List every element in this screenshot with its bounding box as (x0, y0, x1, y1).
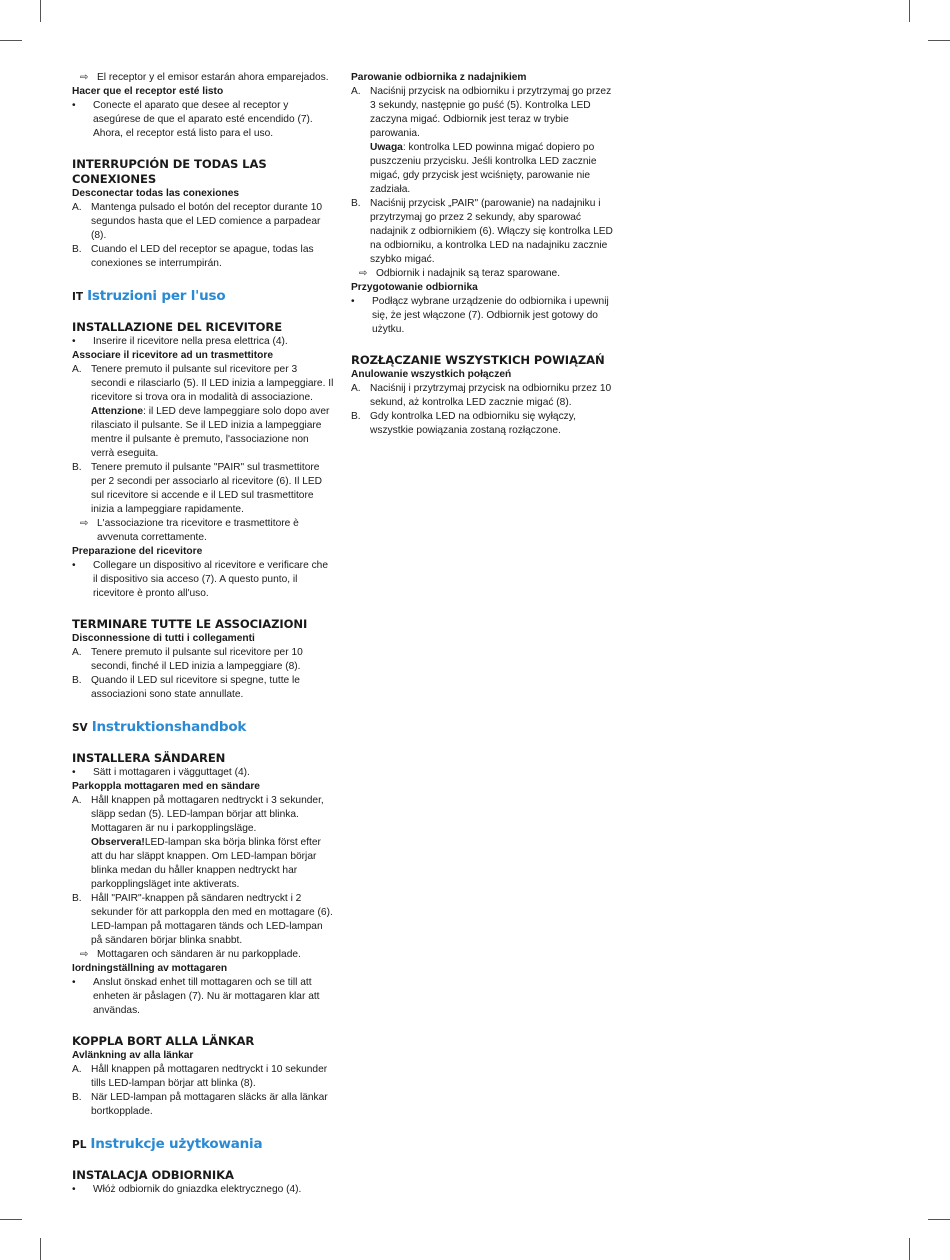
bullet-text: Sätt i mottagaren i vägguttaget (4). (93, 767, 250, 778)
crop-mark (0, 40, 22, 41)
note-paragraph (72, 836, 334, 892)
section-heading: TERMINARE TUTTE LE ASSOCIAZIONI (72, 617, 308, 631)
sub-heading: Hacer que el receptor esté listo (72, 86, 224, 97)
section-heading: INTERRUPCIÓN DE TODAS LAS CONEXIONES (72, 157, 267, 186)
step-marker: A. (72, 202, 82, 213)
note-paragraph (72, 405, 334, 461)
bullet-text: Conecte el aparato que desee al receptor y asegúrese de que el aparato esté encendido (7). Ahora, el receptor está listo para el uso. (93, 100, 313, 139)
step-marker: B. (72, 244, 82, 255)
note-paragraph (351, 141, 613, 197)
result-text: L'associazione tra ricevitore e trasmettitore è avvenuta correttamente. (97, 518, 299, 543)
step-marker: A. (72, 647, 82, 658)
step-item (72, 201, 334, 243)
bullet-item (72, 99, 334, 141)
step-item (351, 85, 613, 141)
step-text: Tenere premuto il pulsante "PAIR" sul trasmettitore per 2 secondi per associarlo al ricevitore (6). Il LED sul ricevitore si accende e il LED sul trasmettitore inizia a lampeggiare rapidamente. (91, 462, 323, 515)
step-text: Tenere premuto il pulsante sul ricevitore per 3 secondi e rilasciarlo (5). Il LED inizia a lampeggiare. Il ricevitore si trova ora in modalità di associazione. (91, 364, 334, 403)
step-item (72, 363, 334, 405)
sub-heading: Iordningställning av mottagaren (72, 963, 228, 974)
language-title: Instrukcje użytkowania (90, 1136, 263, 1152)
step-item (72, 243, 334, 271)
sub-heading: Avlänkning av alla länkar (72, 1050, 194, 1061)
bullet-icon: • (72, 336, 76, 347)
step-text: Håll knappen på mottagaren nedtryckt i 3 sekunder, släpp sedan (5). LED-lampan börjar att blinka. Mottagaren är nu i parkopplingsläge. (91, 795, 324, 834)
step-marker: B. (72, 675, 82, 686)
note-label: Observera! (91, 837, 145, 848)
bullet-icon: • (72, 1184, 76, 1195)
arrow-right-icon: ⇨ (359, 268, 368, 279)
note-label: Attenzione (91, 406, 144, 417)
sub-heading: Parowanie odbiornika z nadajnikiem (351, 72, 527, 83)
result-text: Odbiornik i nadajnik są teraz sparowane. (376, 268, 561, 279)
step-text: Håll "PAIR"-knappen på sändaren nedtryckt i 2 sekunder för att parkoppla den med en mottagare (6). LED-lampan på mottagaren tänds och LED-lampan på sändaren börjar blinka snabbt. (91, 893, 333, 946)
sub-heading: Preparazione del ricevitore (72, 546, 203, 557)
step-item (351, 382, 613, 410)
bullet-item (72, 766, 334, 780)
language-title: Istruzioni per l'uso (87, 288, 226, 304)
language-header (72, 1137, 334, 1152)
step-marker: A. (72, 1064, 82, 1075)
section-heading: INSTALLERA SÄNDAREN (72, 751, 226, 765)
bullet-icon: • (72, 977, 76, 988)
language-code: SV (72, 722, 88, 734)
result-text: El receptor y el emisor estarán ahora emparejados. (97, 72, 329, 83)
step-marker: A. (72, 795, 82, 806)
sub-heading: Disconnessione di tutti i collegamenti (72, 633, 255, 644)
step-item (72, 461, 334, 517)
step-text: Mantenga pulsado el botón del receptor durante 10 segundos hasta que el LED comience a parpadear (8). (91, 202, 323, 241)
sub-heading: Desconectar todas las conexiones (72, 188, 240, 199)
step-item (351, 410, 613, 438)
arrow-right-icon: ⇨ (80, 518, 89, 529)
arrow-right-icon: ⇨ (80, 949, 89, 960)
language-code: IT (72, 291, 84, 303)
step-text: Naciśnij przycisk „PAIR" (parowanie) na nadajniku i przytrzymaj go przez 2 sekundy, aby sparować nadajnik z odbiornikiem (6). Włączy się kontrolka LED na odbiorniku, a kontrolka LED na nadajniku zacznie szybko migać. (370, 198, 613, 265)
step-text: Håll knappen på mottagaren nedtryckt i 10 sekunder tills LED-lampan börjar att blinka (8). (91, 1064, 328, 1089)
bullet-icon: • (72, 767, 76, 778)
step-marker: A. (351, 383, 361, 394)
bullet-item (351, 295, 613, 337)
sub-heading: Przygotowanie odbiornika (351, 282, 478, 293)
section-heading: KOPPLA BORT ALLA LÄNKAR (72, 1034, 255, 1048)
step-marker: A. (351, 86, 361, 97)
step-text: Tenere premuto il pulsante sul ricevitore per 10 secondi, finché il LED inizia a lampeggiare (8). (91, 647, 303, 672)
step-marker: B. (351, 198, 361, 209)
crop-mark (0, 1219, 22, 1220)
crop-mark (928, 40, 950, 41)
step-item (72, 794, 334, 836)
right-column (351, 71, 613, 438)
language-code: PL (72, 1139, 87, 1151)
bullet-item (72, 559, 334, 601)
step-marker: B. (72, 462, 82, 473)
bullet-icon: • (351, 296, 355, 307)
step-marker: B. (72, 893, 82, 904)
crop-mark (928, 1219, 950, 1220)
step-marker: B. (351, 411, 361, 422)
crop-mark (40, 0, 41, 22)
step-item (351, 197, 613, 267)
step-marker: A. (72, 364, 82, 375)
note-text: : il LED deve lampeggiare solo dopo aver rilasciato il pulsante. Se il LED inizia a lampeggiare mentre il pulsante è premuto, l'associazione non verrà eseguita. (91, 406, 330, 459)
section-heading: INSTALLAZIONE DEL RICEVITORE (72, 320, 283, 334)
step-text: Naciśnij przycisk na odbiorniku i przytrzymaj go przez 3 sekundy, następnie go puść (5). Kontrolka LED zaczyna migać. Odbiornik jest teraz w trybie parowania. (370, 86, 612, 139)
bullet-text: Anslut önskad enhet till mottagaren och se till att enheten är påslagen (7). Nu är mottagaren klar att användas. (93, 977, 320, 1016)
bullet-item (72, 1183, 334, 1197)
bullet-icon: • (72, 560, 76, 571)
step-item (72, 646, 334, 674)
result-item (351, 267, 613, 281)
note-label: Uwaga (370, 142, 403, 153)
note-text: : kontrolka LED powinna migać dopiero po puszczeniu przycisku. Jeśli kontrolka LED zacznie migać, gdy przycisk jest wciśnięty, parowanie nie zadziała. (370, 142, 597, 195)
step-item (72, 674, 334, 702)
bullet-item (72, 335, 334, 349)
left-column (72, 71, 334, 1197)
sub-heading: Associare il ricevitore ad un trasmettitore (72, 350, 273, 361)
bullet-text: Podłącz wybrane urządzenie do odbiornika i upewnij się, że jest włączone (7). Odbiornik jest gotowy do użytku. (372, 296, 609, 335)
bullet-text: Collegare un dispositivo al ricevitore e verificare che il dispositivo sia acceso (7). A questo punto, il ricevitore è pronto all'uso. (93, 560, 328, 599)
bullet-icon: • (72, 100, 76, 111)
arrow-right-icon: ⇨ (80, 72, 89, 83)
step-text: Naciśnij i przytrzymaj przycisk na odbiorniku przez 10 sekund, aż kontrolka LED zacznie migać (8). (370, 383, 612, 408)
result-text: Mottagaren och sändaren är nu parkopplade. (97, 949, 301, 960)
step-item (72, 1091, 334, 1119)
step-item (72, 892, 334, 948)
crop-mark (909, 0, 910, 22)
step-marker: B. (72, 1092, 82, 1103)
language-title: Instruktionshandbok (91, 719, 247, 735)
crop-mark (909, 1238, 910, 1260)
step-text: Gdy kontrolka LED na odbiorniku się wyłączy, wszystkie powiązania zostaną rozłączone. (370, 411, 576, 436)
language-header (72, 289, 334, 304)
crop-mark (40, 1238, 41, 1260)
bullet-text: Inserire il ricevitore nella presa elettrica (4). (93, 336, 288, 347)
step-text: När LED-lampan på mottagaren släcks är alla länkar bortkopplade. (91, 1092, 328, 1117)
result-item (72, 517, 334, 545)
bullet-item (72, 976, 334, 1018)
result-item (72, 71, 334, 85)
sub-heading: Anulowanie wszystkich połączeń (351, 369, 512, 380)
note-text: LED-lampan ska börja blinka först efter att du har släppt knappen. Om LED-lampan börjar blinka medan du håller knappen nedtryckt har parkopplingsläget inte aktiverats. (91, 837, 321, 890)
step-item (72, 1063, 334, 1091)
sub-heading: Parkoppla mottagaren med en sändare (72, 781, 260, 792)
step-text: Cuando el LED del receptor se apague, todas las conexiones se interrumpirán. (91, 244, 314, 269)
language-header (72, 720, 334, 735)
result-item (72, 948, 334, 962)
section-heading: ROZŁĄCZANIE WSZYSTKICH POWIĄZAŃ (351, 353, 605, 367)
section-heading: INSTALACJA ODBIORNIKA (72, 1168, 234, 1182)
bullet-text: Włóż odbiornik do gniazdka elektrycznego (4). (93, 1184, 302, 1195)
step-text: Quando il LED sul ricevitore si spegne, tutte le associazioni sono state annullate. (91, 675, 300, 700)
